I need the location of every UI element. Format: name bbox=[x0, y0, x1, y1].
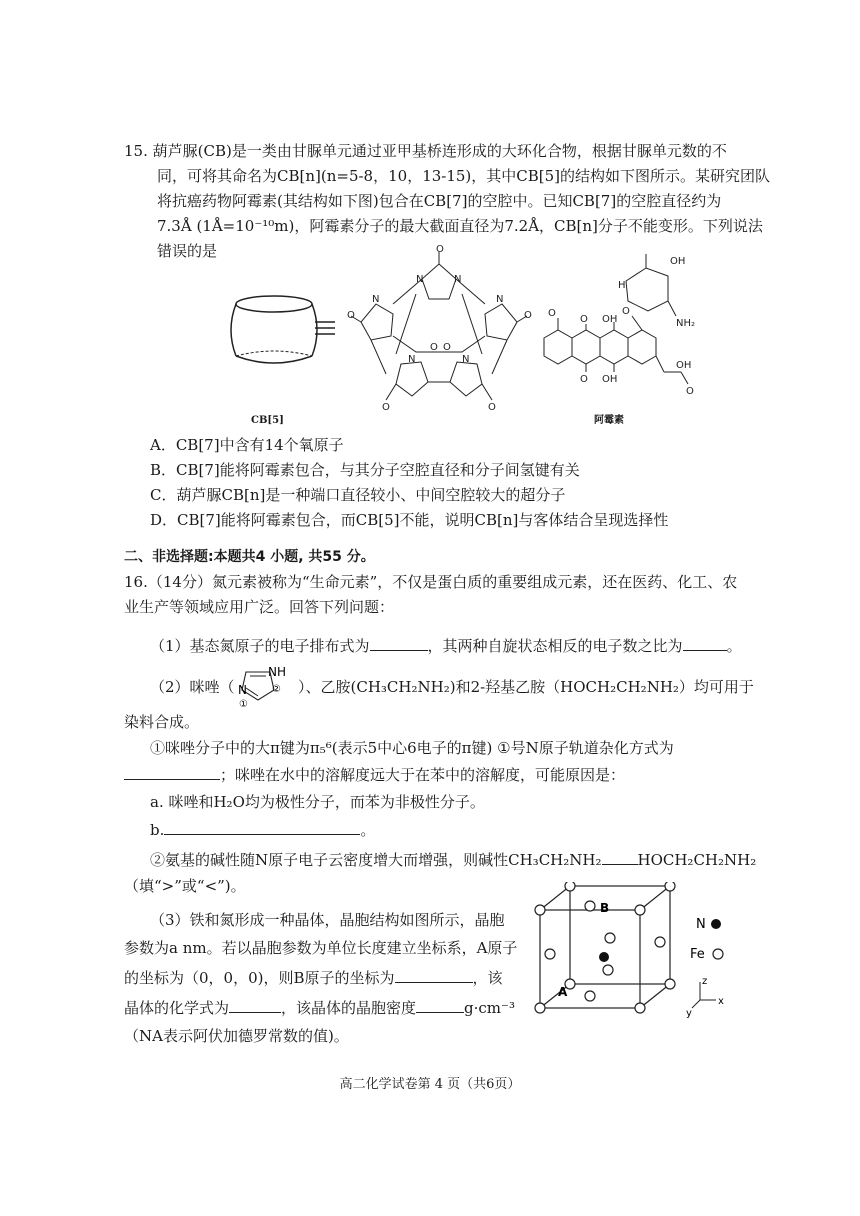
q16-part3-text-a: 的坐标为（0，0，0)，则B原子的坐标为 bbox=[124, 969, 395, 987]
svg-text:O: O bbox=[443, 342, 451, 353]
q15-line3: 将抗癌药物阿霉素(其结构如下图)包合在CB[7]的空腔中。已知CB[7]的空腔直径约为 bbox=[157, 192, 722, 210]
q15-option-c: C．葫芦脲CB[n]是一种端口直径较小、中间空腔较大的超分子 bbox=[150, 486, 566, 504]
q16-part2-2-line2: （填“>”或“<”)。 bbox=[124, 877, 246, 895]
svg-text:N: N bbox=[462, 354, 470, 365]
svg-text:O: O bbox=[488, 402, 496, 413]
section2-heading: 二、非选择题:本题共4 小题, 共55 分。 bbox=[124, 549, 375, 565]
q16-part1-text-c: 。 bbox=[726, 637, 742, 655]
axis-x-label: x bbox=[718, 996, 724, 1007]
atom-b-label: B bbox=[600, 901, 610, 915]
imidazole-n2-marker: ② bbox=[272, 684, 281, 695]
answer-blank[interactable] bbox=[229, 996, 281, 1013]
imidazole-n1-marker: ① bbox=[239, 699, 248, 708]
q16-part2-intro-b: ）、乙胺(CH₃CH₂NH₂)和2-羟基乙胺（HOCH₂CH₂NH₂）均可用于 bbox=[298, 678, 754, 696]
q16-part2-1-reason-b bbox=[150, 818, 375, 840]
q15-line4: 7.3Å (1Å=10⁻¹⁰m)，阿霉素分子的最大截面直径为7.2Å，CB[n]分子不能变形。下列说法 bbox=[157, 217, 763, 235]
svg-text:N: N bbox=[496, 294, 504, 305]
q15-line1: 15. 葫芦脲(CB)是一类由甘脲单元通过亚甲基桥连形成的大环化合物，根据甘脲单元数的不 bbox=[124, 142, 727, 160]
svg-text:H: H bbox=[618, 280, 626, 291]
reason-b-end: 。 bbox=[360, 821, 376, 839]
imidazole-n-label: N bbox=[238, 683, 247, 697]
cb-barrel-figure bbox=[224, 292, 324, 372]
imidazole-nh-label: NH bbox=[268, 665, 286, 679]
q16-line1: 16.（14分）氮元素被称为“生命元素”，不仅是蛋白质的重要组成元素，还在医药、化工、农 bbox=[124, 573, 738, 591]
q16-part2-intro-c: 染料合成。 bbox=[124, 713, 200, 731]
q16-part3-text-b: ，该 bbox=[472, 969, 503, 987]
svg-text:NH₂: NH₂ bbox=[676, 318, 696, 329]
answer-blank[interactable] bbox=[602, 848, 638, 865]
q16-part3-line2: 参数为a nm。若以晶胞参数为单位长度建立坐标系，A原子 bbox=[124, 939, 518, 957]
q16-part2-1-reason-a: a. 咪唑和H₂O均为极性分子，而苯为非极性分子。 bbox=[150, 793, 485, 811]
svg-text:O: O bbox=[686, 386, 694, 397]
legend-n-label: N bbox=[696, 917, 706, 932]
q16-part3-text-c: 晶体的化学式为 bbox=[124, 999, 230, 1017]
answer-blank[interactable] bbox=[395, 966, 473, 983]
svg-text:O: O bbox=[580, 374, 588, 385]
svg-text:OH: OH bbox=[602, 314, 618, 325]
svg-text:OH: OH bbox=[670, 256, 686, 267]
svg-text:O: O bbox=[622, 306, 630, 317]
svg-text:O: O bbox=[382, 402, 390, 413]
reason-b-label: b. bbox=[150, 821, 165, 839]
legend-fe-label: Fe bbox=[690, 947, 705, 962]
q15-option-b: B．CB[7]能将阿霉素包合，与其分子空腔直径和分子间氢键有关 bbox=[150, 461, 580, 479]
q16-part3-line1: （3）铁和氮形成一种晶体，晶胞结构如图所示，晶胞 bbox=[150, 911, 505, 929]
doxorubicin-structure-diagram bbox=[536, 246, 716, 412]
q16-part3-line4 bbox=[124, 996, 515, 1018]
svg-text:N: N bbox=[416, 274, 424, 285]
axis-y-label: y bbox=[686, 1008, 692, 1018]
q16-part3-unit: g·cm⁻³ bbox=[464, 999, 515, 1017]
q15-line2: 同，可将其命名为CB[n](n=5-8，10，13-15)，其中CB[5]的结构如下图所示。某研究团队 bbox=[157, 167, 771, 185]
svg-text:O: O bbox=[524, 310, 532, 321]
answer-blank[interactable] bbox=[683, 634, 727, 651]
equivalence-sign bbox=[313, 318, 337, 338]
q16-part1-text-a: （1）基态氮原子的电子排布式为 bbox=[150, 637, 370, 655]
q16-part1 bbox=[150, 634, 742, 656]
imidazole-structure-diagram bbox=[236, 656, 294, 708]
svg-text:N: N bbox=[372, 294, 380, 305]
q15-option-d: D．CB[7]能将阿霉素包合，而CB[5]不能，说明CB[n]与客体结合呈现选择性 bbox=[150, 511, 669, 529]
cb5-structure-diagram bbox=[346, 244, 532, 414]
q16-part3-line3 bbox=[124, 966, 503, 988]
atom-a-label: A bbox=[558, 985, 568, 999]
q16-part2-2-line1 bbox=[150, 848, 756, 870]
axis-z-label: z bbox=[702, 976, 708, 987]
svg-text:OH: OH bbox=[602, 374, 618, 385]
q16-part3-text-d: ，该晶体的晶胞密度 bbox=[281, 999, 417, 1017]
answer-blank[interactable] bbox=[164, 818, 360, 835]
crystal-cell-diagram bbox=[530, 882, 750, 1018]
q16-part2-1-line1: ①咪唑分子中的大π键为π₅⁶(表示5中心6电子的π键) ①号N原子轨道杂化方式为 bbox=[150, 739, 674, 757]
doxorubicin-caption: 阿霉素 bbox=[594, 415, 624, 426]
q15-line5: 错误的是 bbox=[157, 242, 218, 260]
answer-blank[interactable] bbox=[416, 996, 464, 1013]
q16-part1-text-b: ，其两种自旋状态相反的电子数之比为 bbox=[427, 637, 683, 655]
svg-text:OH: OH bbox=[676, 360, 692, 371]
q16-line2: 业生产等领域应用广泛。回答下列问题： bbox=[124, 598, 395, 616]
q16-part2-1-line2-text: ；咪唑在水中的溶解度远大于在苯中的溶解度，可能原因是： bbox=[220, 766, 626, 784]
answer-blank[interactable] bbox=[124, 763, 220, 780]
q16-part3-line5: （NA表示阿伏加德罗常数的值)。 bbox=[124, 1027, 349, 1045]
svg-text:O: O bbox=[347, 310, 355, 321]
svg-text:O: O bbox=[548, 308, 556, 319]
q16-part2-2-text-b: HOCH₂CH₂NH₂ bbox=[637, 851, 757, 869]
q15-option-a: A．CB[7]中含有14个氧原子 bbox=[150, 436, 344, 454]
cb5-caption: CB[5] bbox=[251, 415, 284, 426]
svg-text:O: O bbox=[436, 244, 444, 255]
svg-text:O: O bbox=[580, 314, 588, 325]
q16-part2-2-text-a: ②氨基的碱性随N原子电子云密度增大而增强，则碱性CH₃CH₂NH₂ bbox=[150, 851, 602, 869]
page-footer: 高二化学试卷第 4 页（共6页） bbox=[339, 1077, 521, 1092]
q16-part2-1-line2 bbox=[124, 763, 625, 785]
svg-text:N: N bbox=[454, 274, 462, 285]
answer-blank[interactable] bbox=[370, 634, 428, 651]
svg-text:O: O bbox=[430, 342, 438, 353]
q16-part2-intro-a: （2）咪唑（ bbox=[150, 678, 235, 696]
svg-text:N: N bbox=[408, 354, 416, 365]
